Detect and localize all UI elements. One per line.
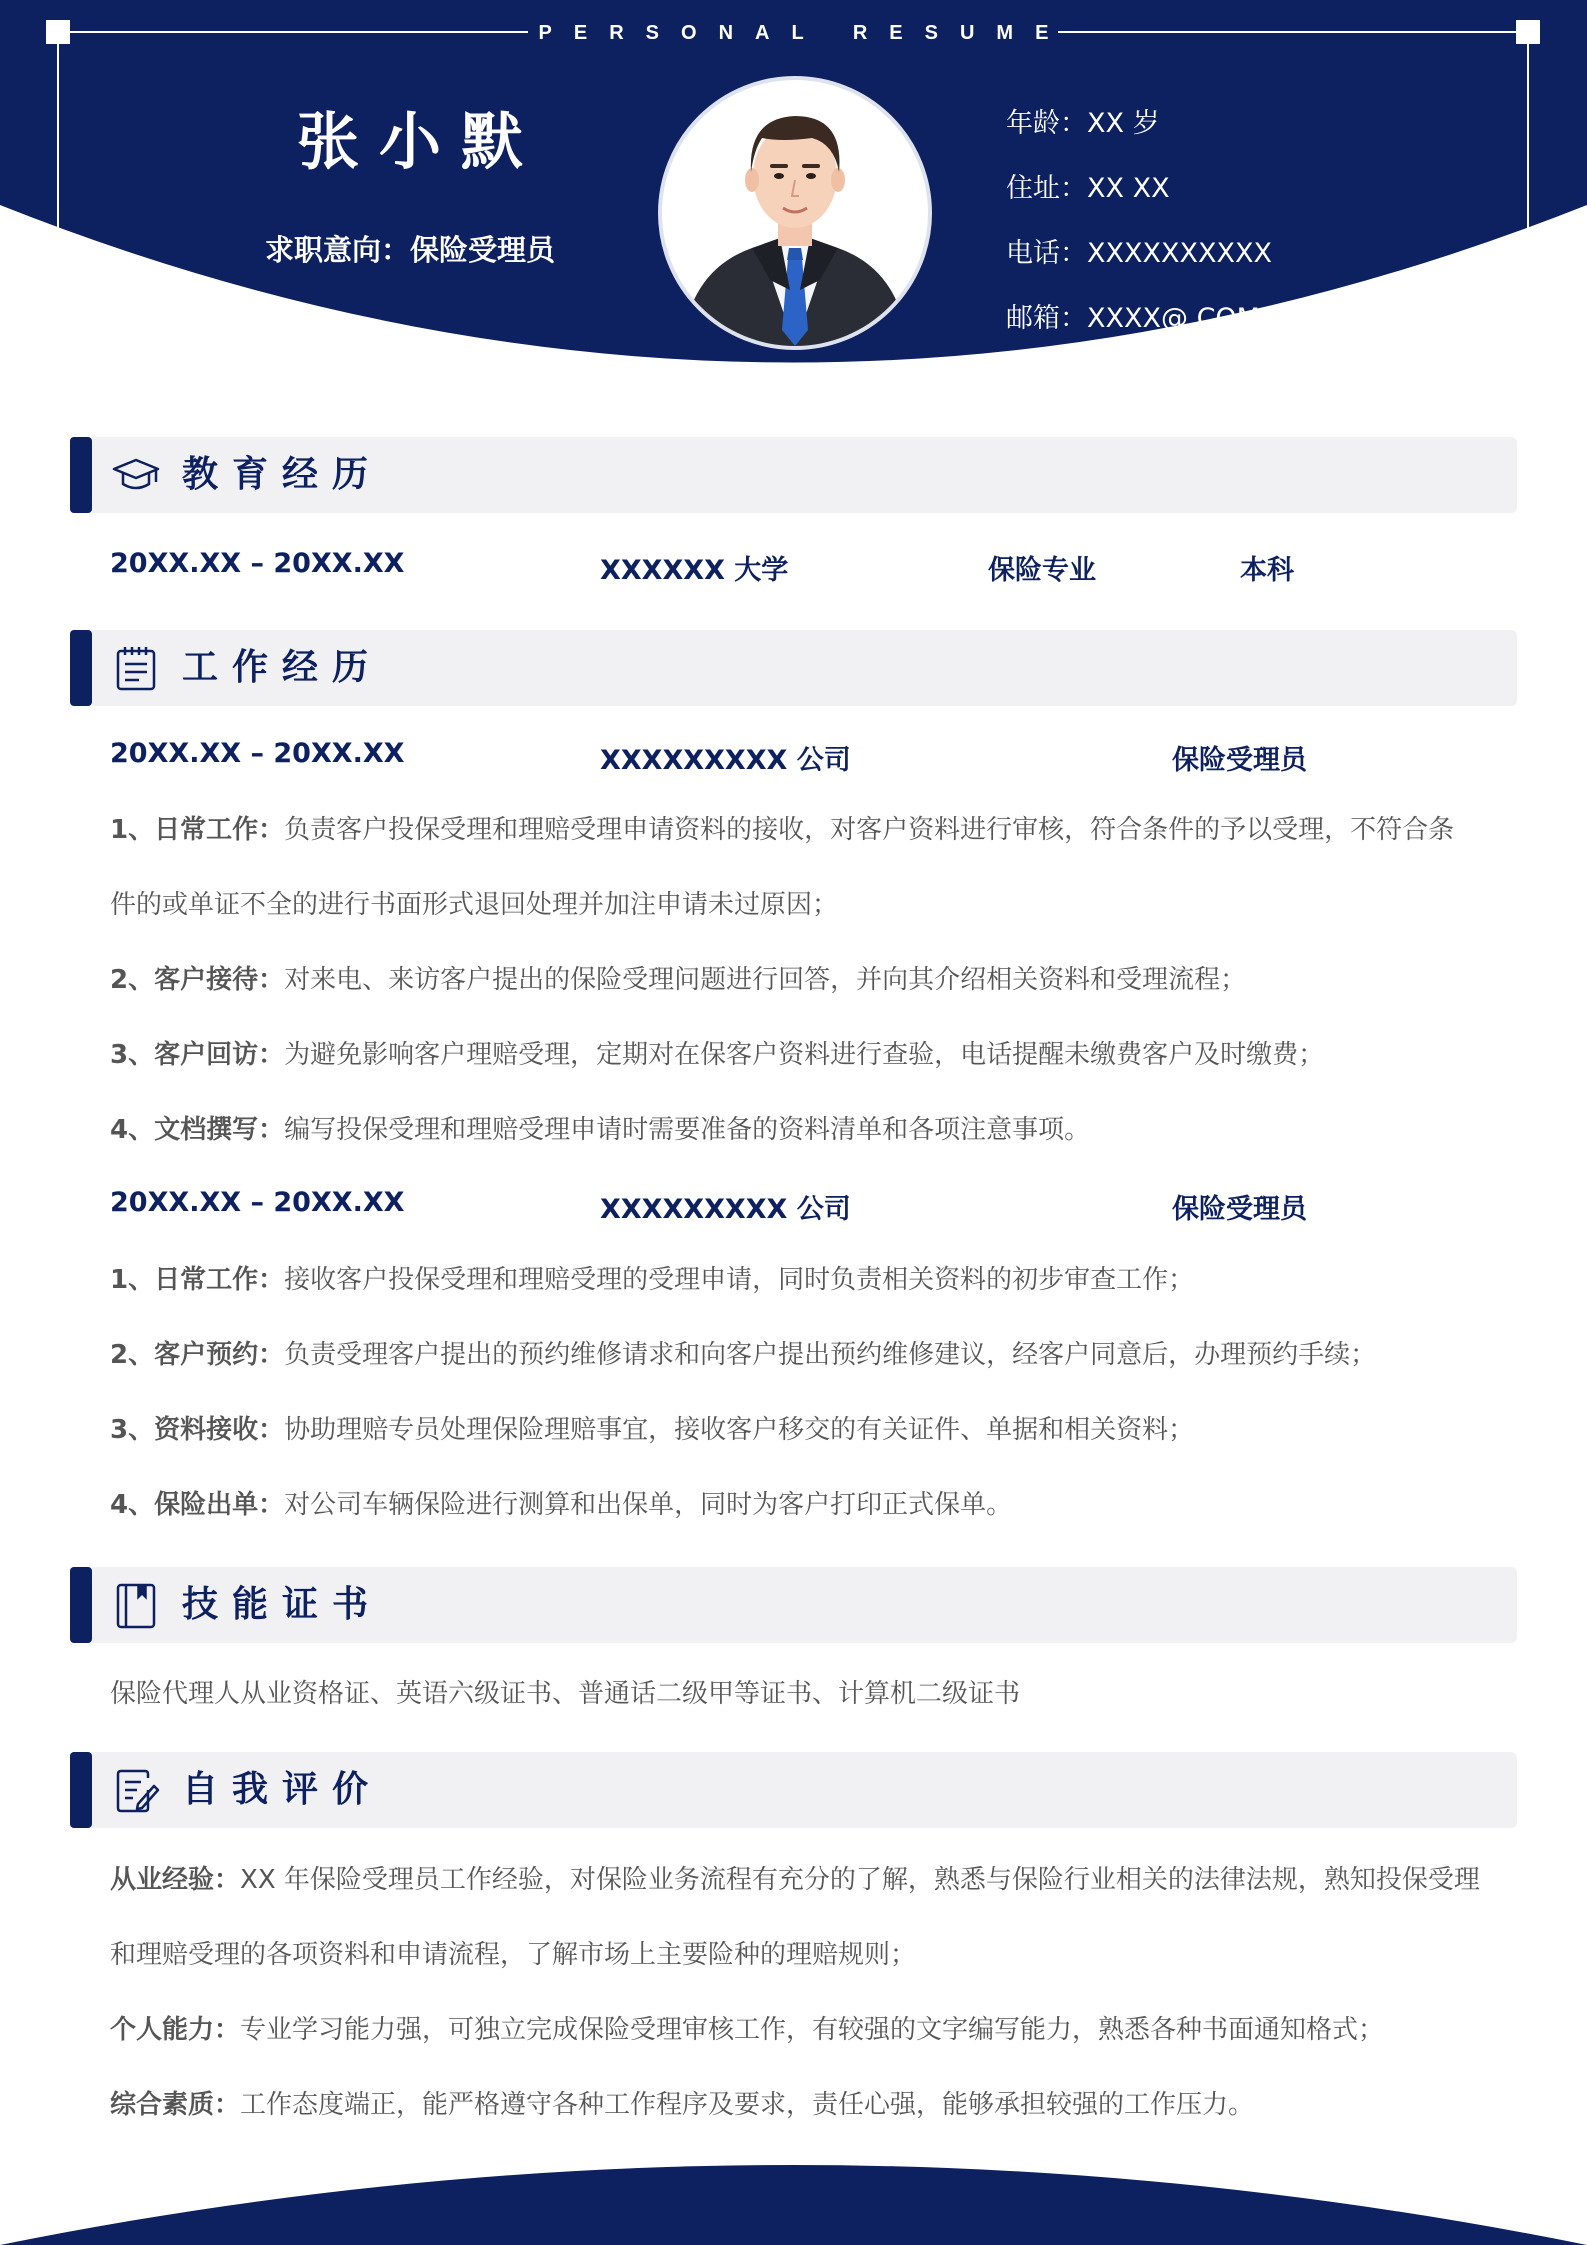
job-duty — [110, 1093, 1480, 1168]
self-eval-item — [110, 2068, 1480, 2143]
job-duty-label: 1、日常工作： — [110, 1265, 285, 1295]
job-duty — [110, 1018, 1480, 1093]
self-eval-item — [110, 1843, 1480, 1993]
job-duty — [110, 1468, 1480, 1543]
job-position: 保险受理员 — [1172, 1194, 1307, 1225]
job-duty — [110, 1243, 1480, 1318]
contact-info — [1006, 100, 1272, 360]
resume-heading: PERSONAL RESUME — [538, 22, 1071, 44]
section-title-self-eval: 自我评价 — [182, 1769, 383, 1810]
job-company: XXXXXXXXX 公司 — [600, 745, 851, 776]
section-accent-bar — [70, 1567, 92, 1643]
info-age-label: 年龄： — [1006, 108, 1087, 139]
avatar — [658, 76, 932, 350]
job-duty-text: 负责客户投保受理和理赔受理申请资料的接收，对客户资料进行审核，符合条件的予以受理，不符合条件的或单证不全的进行书面形式退回处理并加注申请未过原因； — [110, 815, 1455, 920]
section-accent-bar — [70, 1752, 92, 1828]
self-eval-item — [110, 1993, 1480, 2068]
candidate-name: 张小默 — [296, 105, 543, 178]
info-phone — [1006, 230, 1272, 295]
job-duty-text: 协助理赔专员处理保险理赔事宜，接收客户移交的有关证件、单据和相关资料； — [284, 1415, 1195, 1445]
job-duty-text: 对来电、来访客户提出的保险受理问题进行回答，并向其介绍相关资料和受理流程； — [284, 965, 1247, 995]
job-period: 20XX.XX – 20XX.XX — [110, 738, 405, 769]
section-header-education — [70, 437, 1517, 513]
job-duty-label: 2、客户预约： — [110, 1340, 285, 1370]
graduation-cap-icon — [112, 451, 160, 499]
job-duty-label: 4、保险出单： — [110, 1490, 285, 1520]
info-address-value: XX XX — [1087, 173, 1170, 204]
job-duty-text: 编写投保受理和理赔受理申请时需要准备的资料清单和各项注意事项。 — [284, 1115, 1091, 1145]
section-accent-bar — [70, 630, 92, 706]
job-duty-label: 1、日常工作： — [110, 815, 285, 845]
info-address-label: 住址： — [1006, 173, 1087, 204]
job-position: 保险受理员 — [1172, 745, 1307, 776]
info-phone-label: 电话： — [1006, 238, 1087, 269]
section-header-self-eval — [70, 1752, 1517, 1828]
job-duty-label: 2、客户接待： — [110, 965, 285, 995]
job-duty-label: 3、客户回访： — [110, 1040, 285, 1070]
job-duty — [110, 1393, 1480, 1468]
edit-document-icon — [112, 1766, 160, 1814]
section-header-work — [70, 630, 1517, 706]
info-phone-value: XXXXXXXXXX — [1087, 238, 1272, 269]
book-icon — [112, 1581, 160, 1629]
job-duty-text: 对公司车辆保险进行测算和出保单，同时为客户打印正式保单。 — [284, 1490, 1013, 1520]
info-email — [1006, 295, 1272, 360]
self-eval-text: XX 年保险受理员工作经验，对保险业务流程有充分的了解，熟悉与保险行业相关的法律法规，熟知投保受理和理赔受理的各项资料和申请流程，了解市场上主要险种的理赔规则； — [110, 1865, 1480, 1970]
job-duty-text: 负责受理客户提出的预约维修请求和向客户提出预约维修建议，经客户同意后，办理预约手续； — [284, 1340, 1377, 1370]
info-email-value: XXXX@.COM — [1087, 303, 1260, 334]
job-intent-value: 保险受理员 — [410, 233, 556, 267]
section-title-skills: 技能证书 — [182, 1584, 383, 1625]
job-duty-text: 接收客户投保受理和理赔受理的受理申请，同时负责相关资料的初步审查工作； — [284, 1265, 1195, 1295]
edu-school: XXXXXX 大学 — [600, 555, 789, 586]
skills-text: 保险代理人从业资格证、英语六级证书、普通话二级甲等证书、计算机二级证书 — [110, 1679, 1021, 1709]
edu-major: 保险专业 — [988, 555, 1096, 586]
section-title-work: 工作经历 — [182, 647, 383, 688]
edu-period: 20XX.XX – 20XX.XX — [110, 548, 405, 579]
notepad-icon — [112, 644, 160, 692]
info-age — [1006, 100, 1272, 165]
self-eval-label: 综合素质： — [110, 2090, 241, 2120]
info-address — [1006, 165, 1272, 230]
job-duty — [110, 793, 1480, 943]
job-duty — [110, 943, 1480, 1018]
job-duty — [110, 1318, 1480, 1393]
footer-background — [0, 2160, 1587, 2245]
info-email-label: 邮箱： — [1006, 303, 1087, 334]
job-duty-label: 4、文档撰写： — [110, 1115, 285, 1145]
job-duty-text: 为避免影响客户理赔受理，定期对在保客户资料进行查验，电话提醒未缴费客户及时缴费； — [284, 1040, 1325, 1070]
section-header-skills — [70, 1567, 1517, 1643]
job-intent-label: 求职意向： — [264, 233, 410, 267]
job-intent — [200, 228, 620, 269]
section-title-education: 教育经历 — [182, 454, 383, 495]
job-company: XXXXXXXXX 公司 — [600, 1194, 851, 1225]
job-duty-label: 3、资料接收： — [110, 1415, 285, 1445]
edu-degree: 本科 — [1240, 555, 1294, 586]
info-age-value: XX 岁 — [1087, 108, 1160, 139]
self-eval-label: 从业经验： — [110, 1865, 241, 1895]
section-accent-bar — [70, 437, 92, 513]
self-eval-label: 个人能力： — [110, 2015, 241, 2045]
self-eval-text: 专业学习能力强，可独立完成保险受理审核工作，有较强的文字编写能力，熟悉各种书面通知格式； — [240, 2015, 1385, 2045]
self-eval-text: 工作态度端正，能严格遵守各种工作程序及要求，责任心强，能够承担较强的工作压力。 — [240, 2090, 1255, 2120]
job-period: 20XX.XX – 20XX.XX — [110, 1187, 405, 1218]
